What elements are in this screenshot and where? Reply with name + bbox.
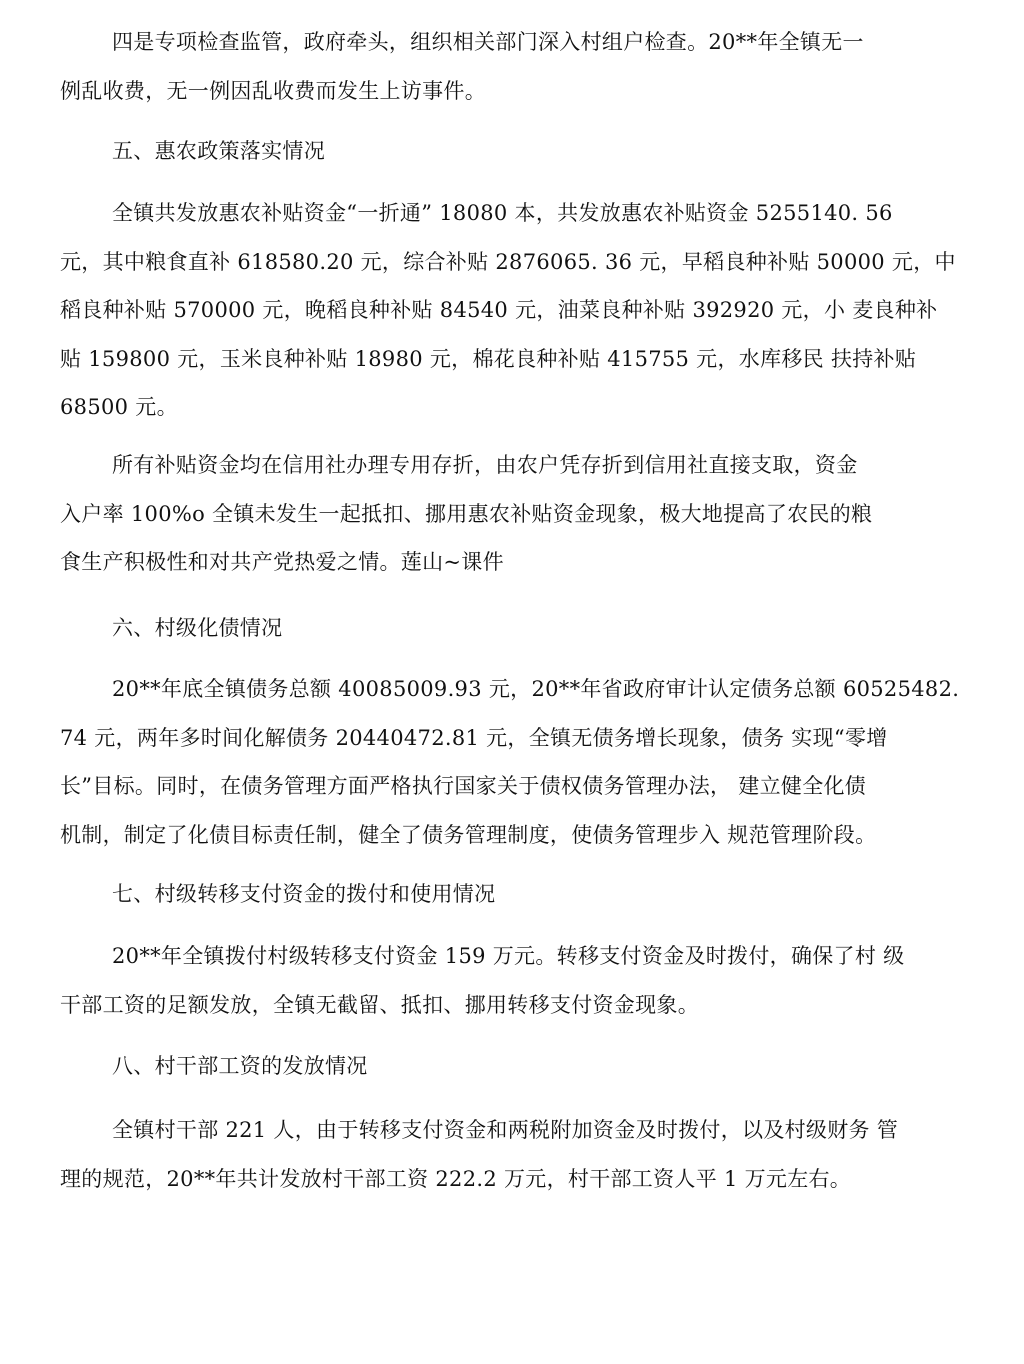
text-line: 74 元，两年多时间化解债务 20440472.81 元，全镇无债务增长现象，债务 实现“零增 <box>60 725 888 750</box>
text-line: 干部工资的足额发放，全镇无截留、抵扣、挪用转移支付资金现象。 <box>60 992 699 1017</box>
text-line: 食生产积极性和对共产党热爱之情。莲山~课件 <box>60 550 504 574</box>
text-line: 长”目标。同时，在债务管理方面严格执行国家关于债权债务管理办法， 建立健全化债 <box>60 774 867 798</box>
paragraph-deposit <box>60 441 970 587</box>
text-line: 稻良种补贴 570000 元，晚稻良种补贴 84540 元，油菜良种补贴 392920 元，小 麦良种补 <box>60 298 938 322</box>
paragraph-transfer <box>60 932 970 1029</box>
text-line: 68500 元。 <box>60 395 178 419</box>
text-line: 例乱收费，无一例因乱收费而发生上访事件。 <box>60 78 486 103</box>
text-line: 元，其中粮食直补 618580.20 元，综合补贴 2876065. 36 元，早稻良种补贴 50000 元，中 <box>60 249 956 274</box>
text-line: 贴 159800 元，玉米良种补贴 18980 元，棉花良种补贴 415755 元，水库移民 扶持补贴 <box>60 346 917 371</box>
text-line: 理的规范，20**年共计发放村干部工资 222.2 万元，村干部工资人平 1 万元左右。 <box>60 1166 852 1191</box>
section-heading-8: 八、村干部工资的发放情况 <box>112 1054 368 1078</box>
text-line: 20**年底全镇债务总额 40085009.93 元，20**年省政府审计认定债务总额 60525482. <box>112 677 960 701</box>
text-line: 入户率 100%o 全镇未发生一起抵扣、挪用惠农补贴资金现象，极大地提高了农民的粮 <box>60 501 873 526</box>
text-line: 全镇村干部 221 人，由于转移支付资金和两税附加资金及时拨付，以及村级财务 管 <box>112 1118 899 1142</box>
paragraph-salary <box>60 1106 970 1203</box>
paragraph-debt <box>60 665 970 859</box>
section-heading-5: 五、惠农政策落实情况 <box>112 139 325 163</box>
paragraph-subsidy <box>60 189 970 432</box>
text-line: 全镇共发放惠农补贴资金“一折通” 18080 本，共发放惠农补贴资金 5255140. 56 <box>112 201 893 225</box>
text-line: 20**年全镇拨付村级转移支付资金 159 万元。转移支付资金及时拨付，确保了村 级 <box>112 944 905 968</box>
section-heading-6: 六、村级化债情况 <box>112 616 283 640</box>
text-line: 四是专项检查监管，政府牵头，组织相关部门深入村组户检查。20**年全镇无一 <box>112 30 864 54</box>
text-line: 机制，制定了化债目标责任制，健全了债务管理制度，使债务管理步入 规范管理阶段。 <box>60 822 877 847</box>
paragraph-inspection <box>60 18 970 115</box>
text-line: 所有补贴资金均在信用社办理专用存折，由农户凭存折到信用社直接支取，资金 <box>112 453 858 477</box>
section-heading-7: 七、村级转移支付资金的拨付和使用情况 <box>112 882 496 906</box>
